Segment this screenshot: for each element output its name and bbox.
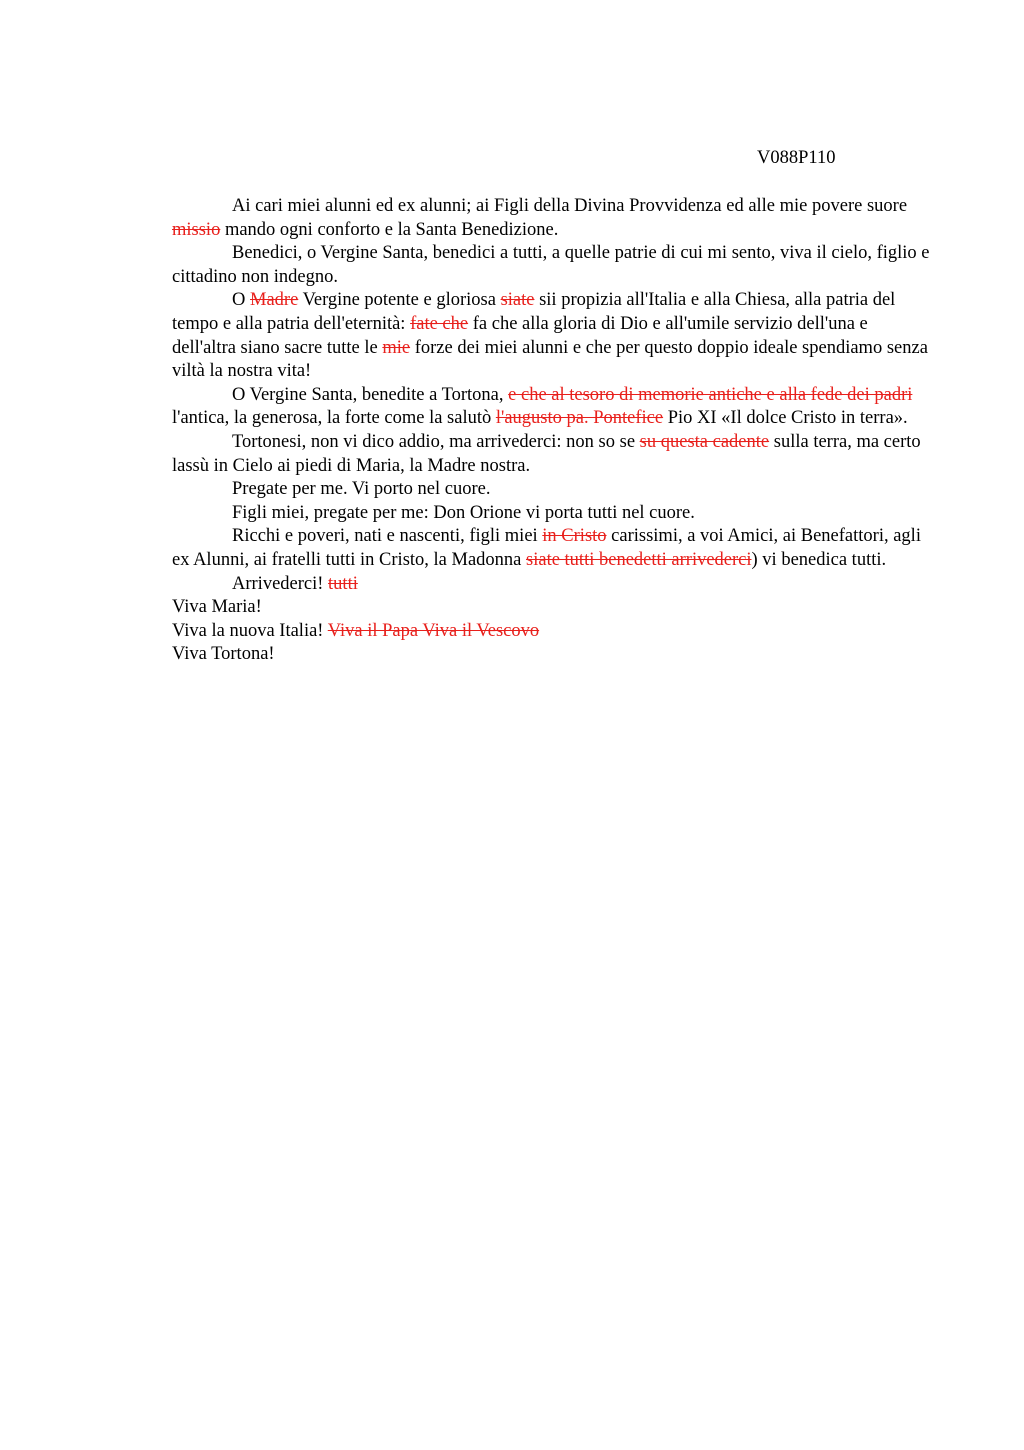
paragraph [172, 573, 932, 597]
text-segment: ) vi benedica tutti. [751, 549, 887, 570]
paragraph [172, 596, 932, 620]
text-segment: Viva la nuova Italia! [172, 620, 328, 641]
deleted-text: siate [500, 290, 535, 311]
page-id: V088P110 [757, 148, 836, 168]
deleted-text: in Cristo [542, 526, 607, 547]
text-segment: Ai cari miei alunni ed ex alunni; ai Figli della Divina Provvidenza ed alle mie povere suore [232, 196, 908, 216]
text-segment: Vergine potente e gloriosa [298, 290, 501, 311]
paragraph [172, 502, 932, 526]
deleted-text: Madre [250, 290, 299, 311]
deleted-text: su questa cadente [639, 431, 770, 452]
paragraph [172, 431, 932, 478]
text-segment: O [232, 290, 250, 311]
text-segment: Tortonesi, non vi dico addio, ma arrivederci: non so se [232, 431, 640, 452]
paragraph [172, 620, 932, 644]
text-segment: Viva Tortona! [172, 644, 275, 665]
deleted-text: fate che [410, 313, 469, 334]
paragraph [172, 384, 932, 431]
deleted-text: l'augusto pa. Pontefice [495, 408, 664, 429]
deleted-text: mie [382, 337, 411, 358]
text-segment: Ricchi e poveri, nati e nascenti, figli miei [232, 526, 543, 547]
paragraph [172, 478, 932, 502]
text-segment: l'antica, la generosa, la forte come la salutò [172, 408, 496, 429]
document-body [172, 195, 932, 667]
paragraph [172, 289, 932, 383]
text-segment: Viva Maria! [172, 597, 262, 618]
text-segment: sulla terra, ma certo lassù in Cielo ai piedi di Maria, la Madre nostra. [172, 431, 921, 476]
text-segment: Arrivederci! [232, 573, 329, 594]
paragraph [172, 525, 932, 572]
text-segment: carissimi, a voi Amici, ai Benefattori, agli ex Alunni, ai fratelli tutti in Cristo, la Madonna [172, 526, 921, 570]
text-segment: Pregate per me. Vi porto nel cuore. [232, 479, 491, 500]
deleted-text: missio [172, 219, 221, 240]
text-segment: Pio XI «Il dolce Cristo in terra». [663, 408, 908, 429]
text-segment: Benedici, o Vergine Santa, benedici a tutti, a quelle patrie di cui mi sento, viva il cielo, figlio e cittadino non indegno. [172, 243, 930, 287]
text-segment: O Vergine Santa, benedite a Tortona, [232, 384, 509, 405]
deleted-text: tutti [328, 573, 358, 594]
text-segment: forze dei miei alunni e che per questo doppio ideale spendiamo senza viltà la nostra vita! [172, 337, 928, 382]
paragraph [172, 195, 932, 242]
paragraph [172, 643, 932, 667]
text-segment: sii propizia all'Italia e alla Chiesa, alla patria del tempo e alla patria dell'eternità: [172, 290, 896, 334]
deleted-text: e che al tesoro di memorie antiche e alla fede dei padri [508, 384, 913, 405]
text-segment: fa che alla gloria di Dio e all'umile servizio dell'una e dell'altra siano sacre tutte le [172, 313, 868, 358]
text-segment: Figli miei, pregate per me: Don Orione vi porta tutti nel cuore. [232, 502, 695, 523]
deleted-text: Viva il Papa Viva il Vescovo [327, 620, 540, 641]
text-segment: mando ogni conforto e la Santa Benedizione. [220, 219, 559, 240]
paragraph [172, 242, 932, 289]
deleted-text: siate tutti benedetti arrivederci [526, 549, 752, 570]
